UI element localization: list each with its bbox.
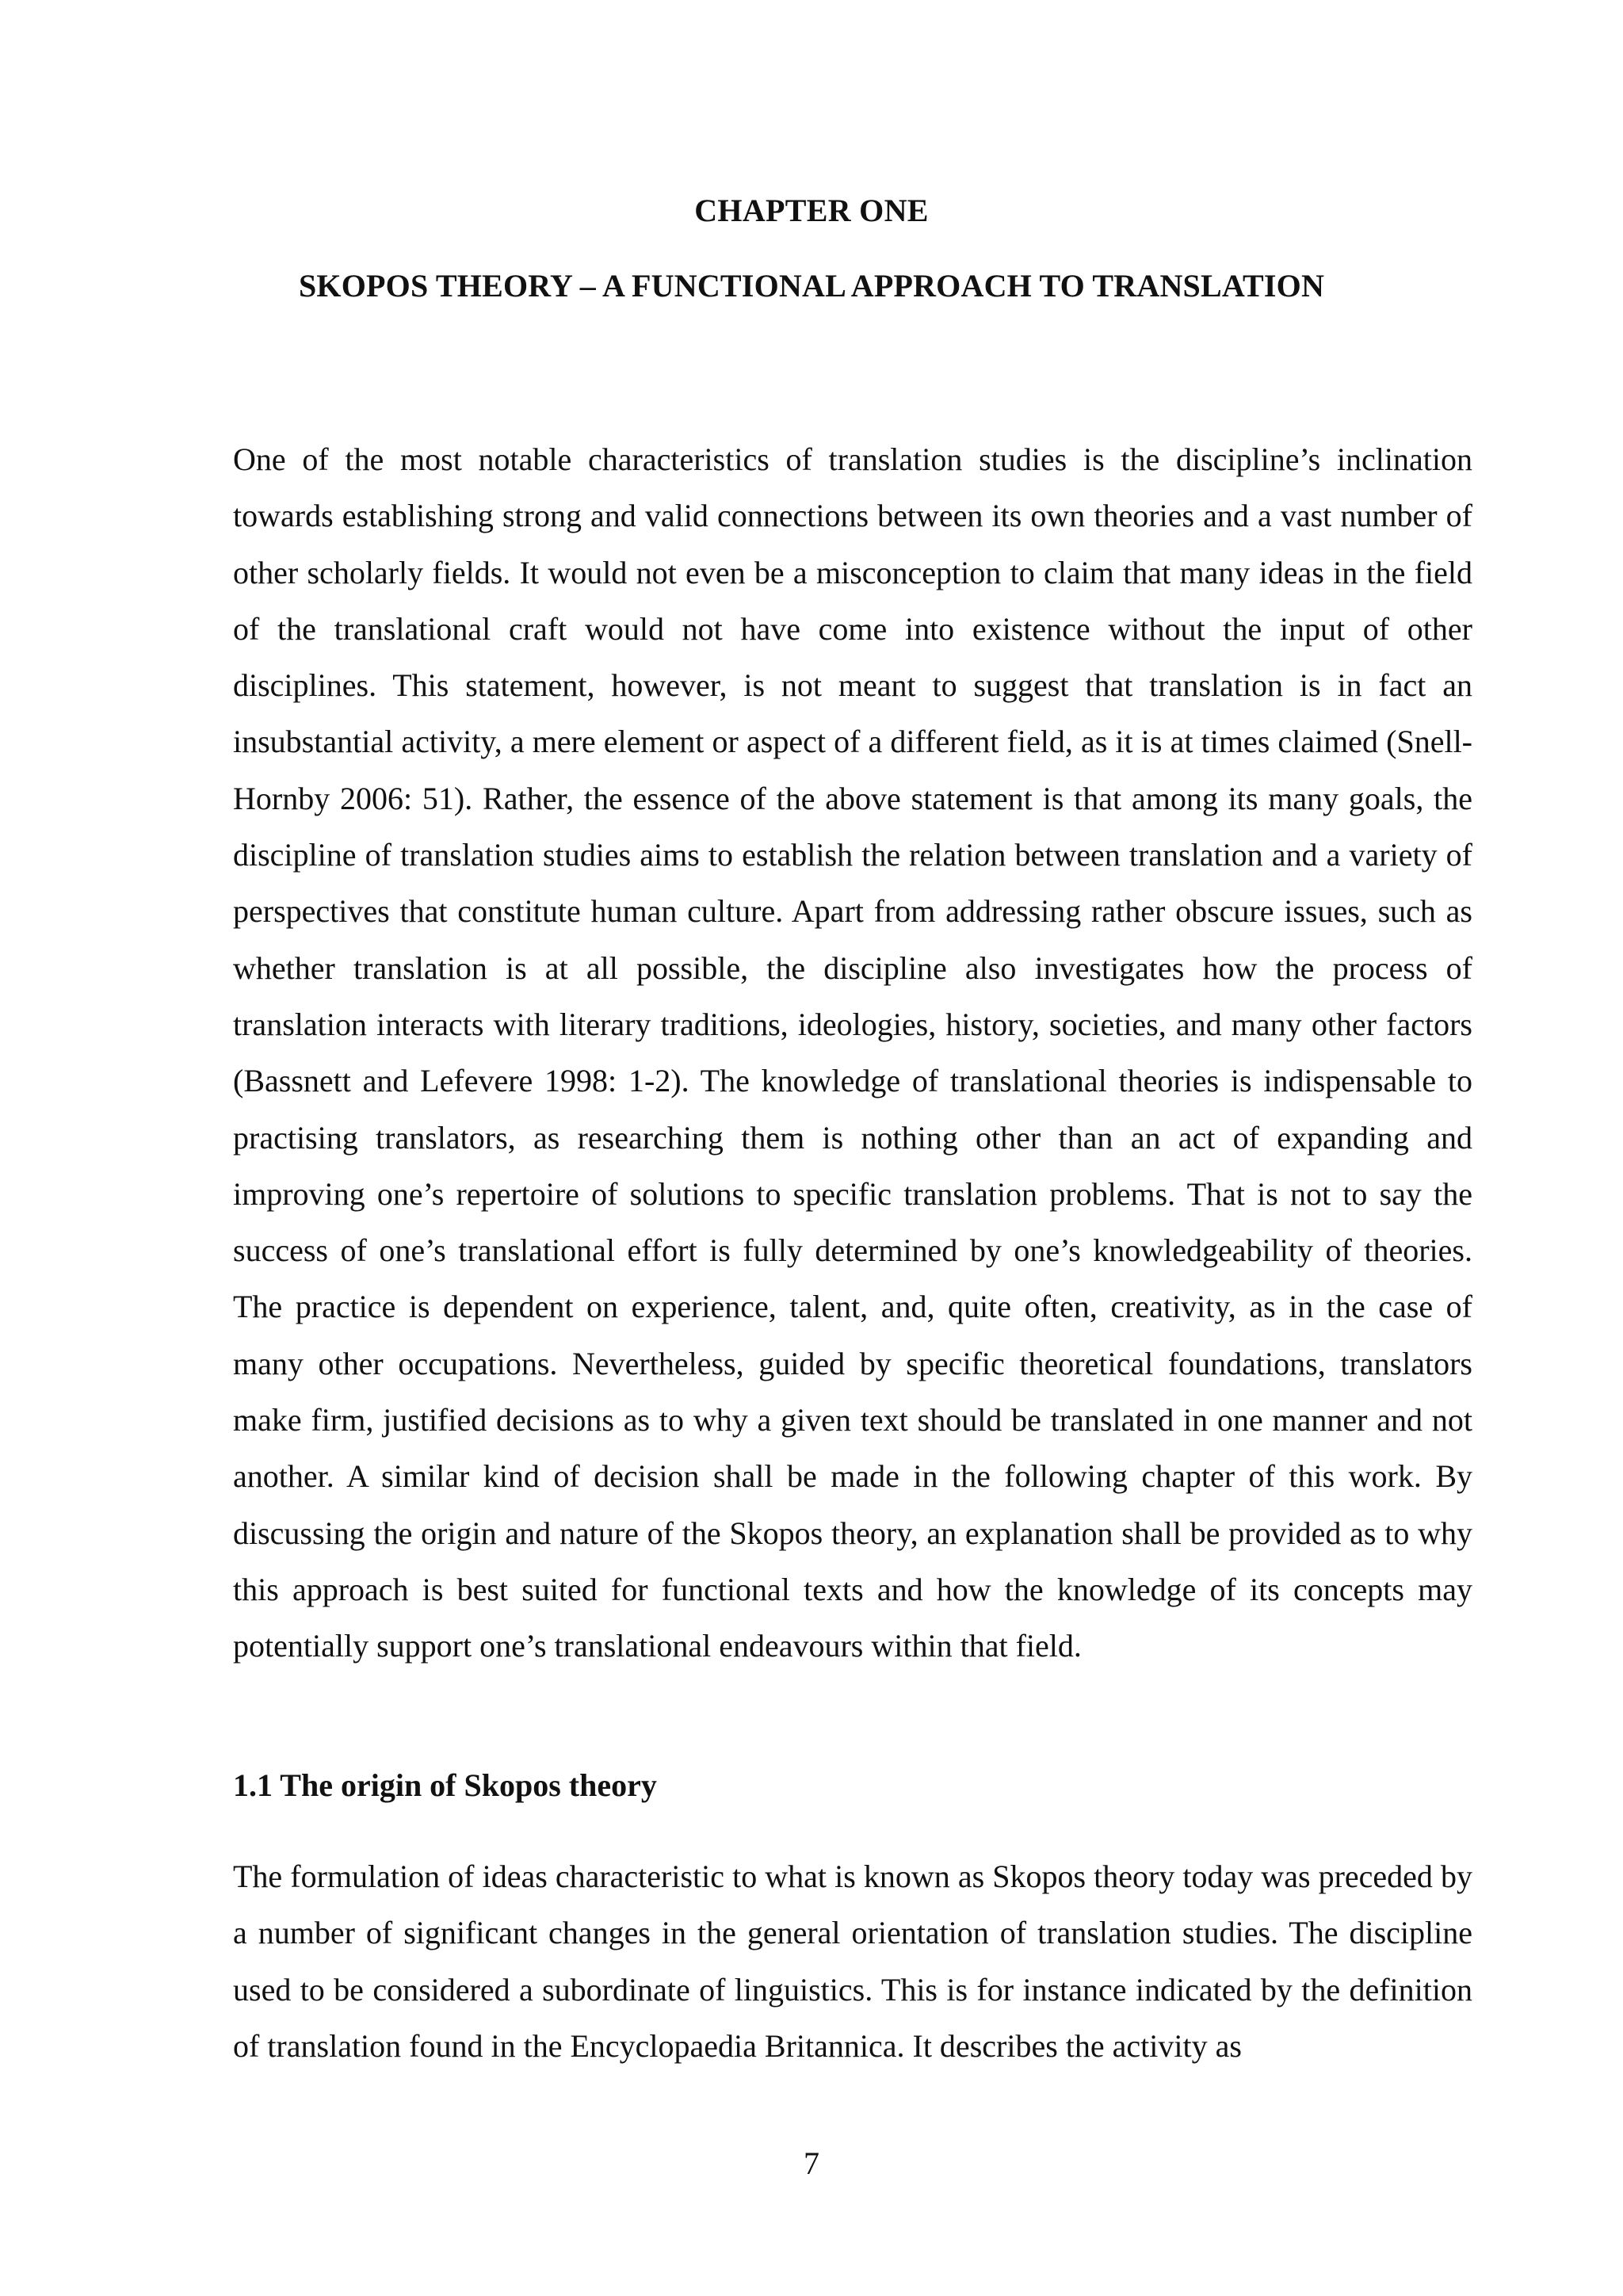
intro-paragraph: One of the most notable characteristics of translation studies is the discipline’s inclination towards establishing strong and valid connections between its own theories and a vast number of other scholarly fields. It would not even be a misconception to claim that many ideas in the field of the translational craft would not have come into existence without the input of other disciplines. This statement, however, is not meant to suggest that translation is in fact an insubstantial activity, a mere element or aspect of a different field, as it is at times claimed (Snell-Hornby 2006: 51). Rather, the essence of the above statement is that among its many goals, the discipline of translation studies aims to establish the relation between translation and a variety of perspectives that constitute human culture. Apart from addressing rather obscure issues, such as whether translation is at all possible, the discipline also investigates how the process of translation interacts with literary traditions, ideologies, history, societies, and many other factors (Bassnett and Lefevere 1998: 1-2). The knowledge of translational theories is indispensable to practising translators, as researching them is nothing other than an act of expanding and improving one’s repertoire of solutions to specific translation problems. That is not to say the success of one’s translational effort is fully determined by one’s knowledgeability of theories. The practice is dependent on experience, talent, and, quite often, creativity, as in the case of many other occupations. Nevertheless, guided by specific theoretical foundations, translators make firm, justified decisions as to why a given text should be translated in one manner and not another. A similar kind of decision shall be made in the following chapter of this work. By discussing the origin and nature of the Skopos theory, an explanation shall be provided as to why this approach is best suited for functional texts and how the knowledge of its concepts may potentially support one’s translational endeavours within that field. [233,441,1472,1664]
origin-paragraph: The formulation of ideas characteristic to what is known as Skopos theory today was preceded by a number of significant changes in the general orientation of translation studies. The discipline used to be considered a subordinate of linguistics. This is for instance indicated by the definition of translation found in the Encyclopaedia Britannica. It describes the activity as [233,1859,1472,2064]
chapter-label: CHAPTER ONE [694,193,929,228]
chapter-title: SKOPOS THEORY – A FUNCTIONAL APPROACH TO TRANSLATION [298,268,1325,304]
page-number: 7 [804,2145,819,2181]
section-heading: 1.1 The origin of Skopos theory [233,1767,657,1803]
